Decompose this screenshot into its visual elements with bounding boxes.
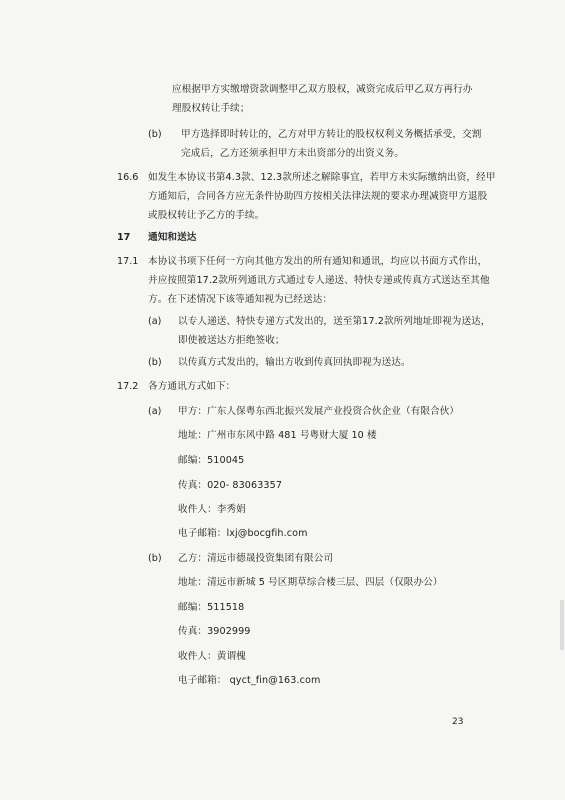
party-a-email: 电子邮箱：lxj@bocgfih.com — [178, 528, 308, 539]
paragraph-line: 以专人递送、特快专递方式发出的，送至第17.2款所列地址即视为送达， — [178, 316, 491, 327]
scan-edge-mark — [560, 600, 564, 650]
section-heading: 通知和送达 — [148, 232, 197, 243]
party-b-recipient: 收件人：黄谓槐 — [178, 651, 246, 662]
section-number: 17.2 — [117, 381, 139, 392]
paragraph-line: 本协议书项下任何一方向其他方发出的所有通知和通讯，均应以书面方式作出， — [148, 256, 488, 267]
party-a-fax: 传真：020- 83063357 — [178, 480, 283, 491]
party-b-address: 地址：清远市新城 5 号区期草综合楼三层、四层（仅限办公） — [178, 577, 443, 588]
item-label: (a) — [148, 316, 162, 327]
party-b-email: 电子邮箱： qyct_fin@163.com — [178, 675, 321, 686]
paragraph-line: 各方通讯方式如下： — [148, 381, 236, 392]
party-b-name: 乙方：清远市德晟投资集团有限公司 — [178, 553, 334, 564]
item-label: (b) — [148, 553, 162, 564]
party-b-postcode: 邮编：511518 — [178, 602, 245, 613]
paragraph-line: 甲方选择即时转让的，乙方对甲方转让的股权权利义务概括承受，交割 — [181, 129, 482, 140]
section-number: 17.1 — [117, 256, 139, 267]
page-number: 23 — [452, 717, 464, 727]
section-number: 17 — [117, 232, 131, 243]
party-a-name: 甲方：广东人保粤东西北振兴发展产业投资合伙企业（有限合伙） — [178, 406, 460, 417]
party-a-recipient: 收件人：李秀娟 — [178, 504, 246, 515]
item-label: (b) — [148, 357, 162, 368]
paragraph-line: 即使被送达方拒绝签收； — [178, 335, 285, 346]
paragraph-line: 以传真方式发出的，输出方收到传真回执即视为送达。 — [178, 357, 411, 368]
paragraph-line: 如发生本协议书第4.3款、12.3款所述之解除事宜，若甲方未实际缴纳出资，经甲 — [148, 172, 496, 183]
item-label: (a) — [148, 406, 162, 417]
paragraph-line: 理股权转让手续； — [172, 103, 250, 114]
paragraph-line: 完成后，乙方还须承担甲方未出资部分的出资义务。 — [181, 148, 404, 159]
paragraph-line: 或股权转让予乙方的手续。 — [148, 210, 265, 221]
party-a-postcode: 邮编：510045 — [178, 455, 245, 466]
paragraph-line: 方。在下述情况下该等通知视为已经送达： — [148, 294, 333, 305]
paragraph-line: 方通知后，合同各方应无条件协助四方按相关法律法规的要求办理减资甲方退股 — [148, 191, 488, 202]
section-number: 16.6 — [117, 172, 139, 183]
paragraph-line: 应根据甲方实缴增资款调整甲乙双方股权，减资完成后甲乙双方再行办 — [172, 84, 473, 95]
party-b-fax: 传真：3902999 — [178, 626, 251, 637]
paragraph-line: 并应按照第17.2款所列通讯方式通过专人递送、特快专递或传真方式送达至其他 — [148, 275, 490, 286]
item-label: (b) — [148, 129, 162, 140]
party-a-address: 地址：广州市东风中路 481 号粤财大厦 10 楼 — [178, 430, 377, 441]
